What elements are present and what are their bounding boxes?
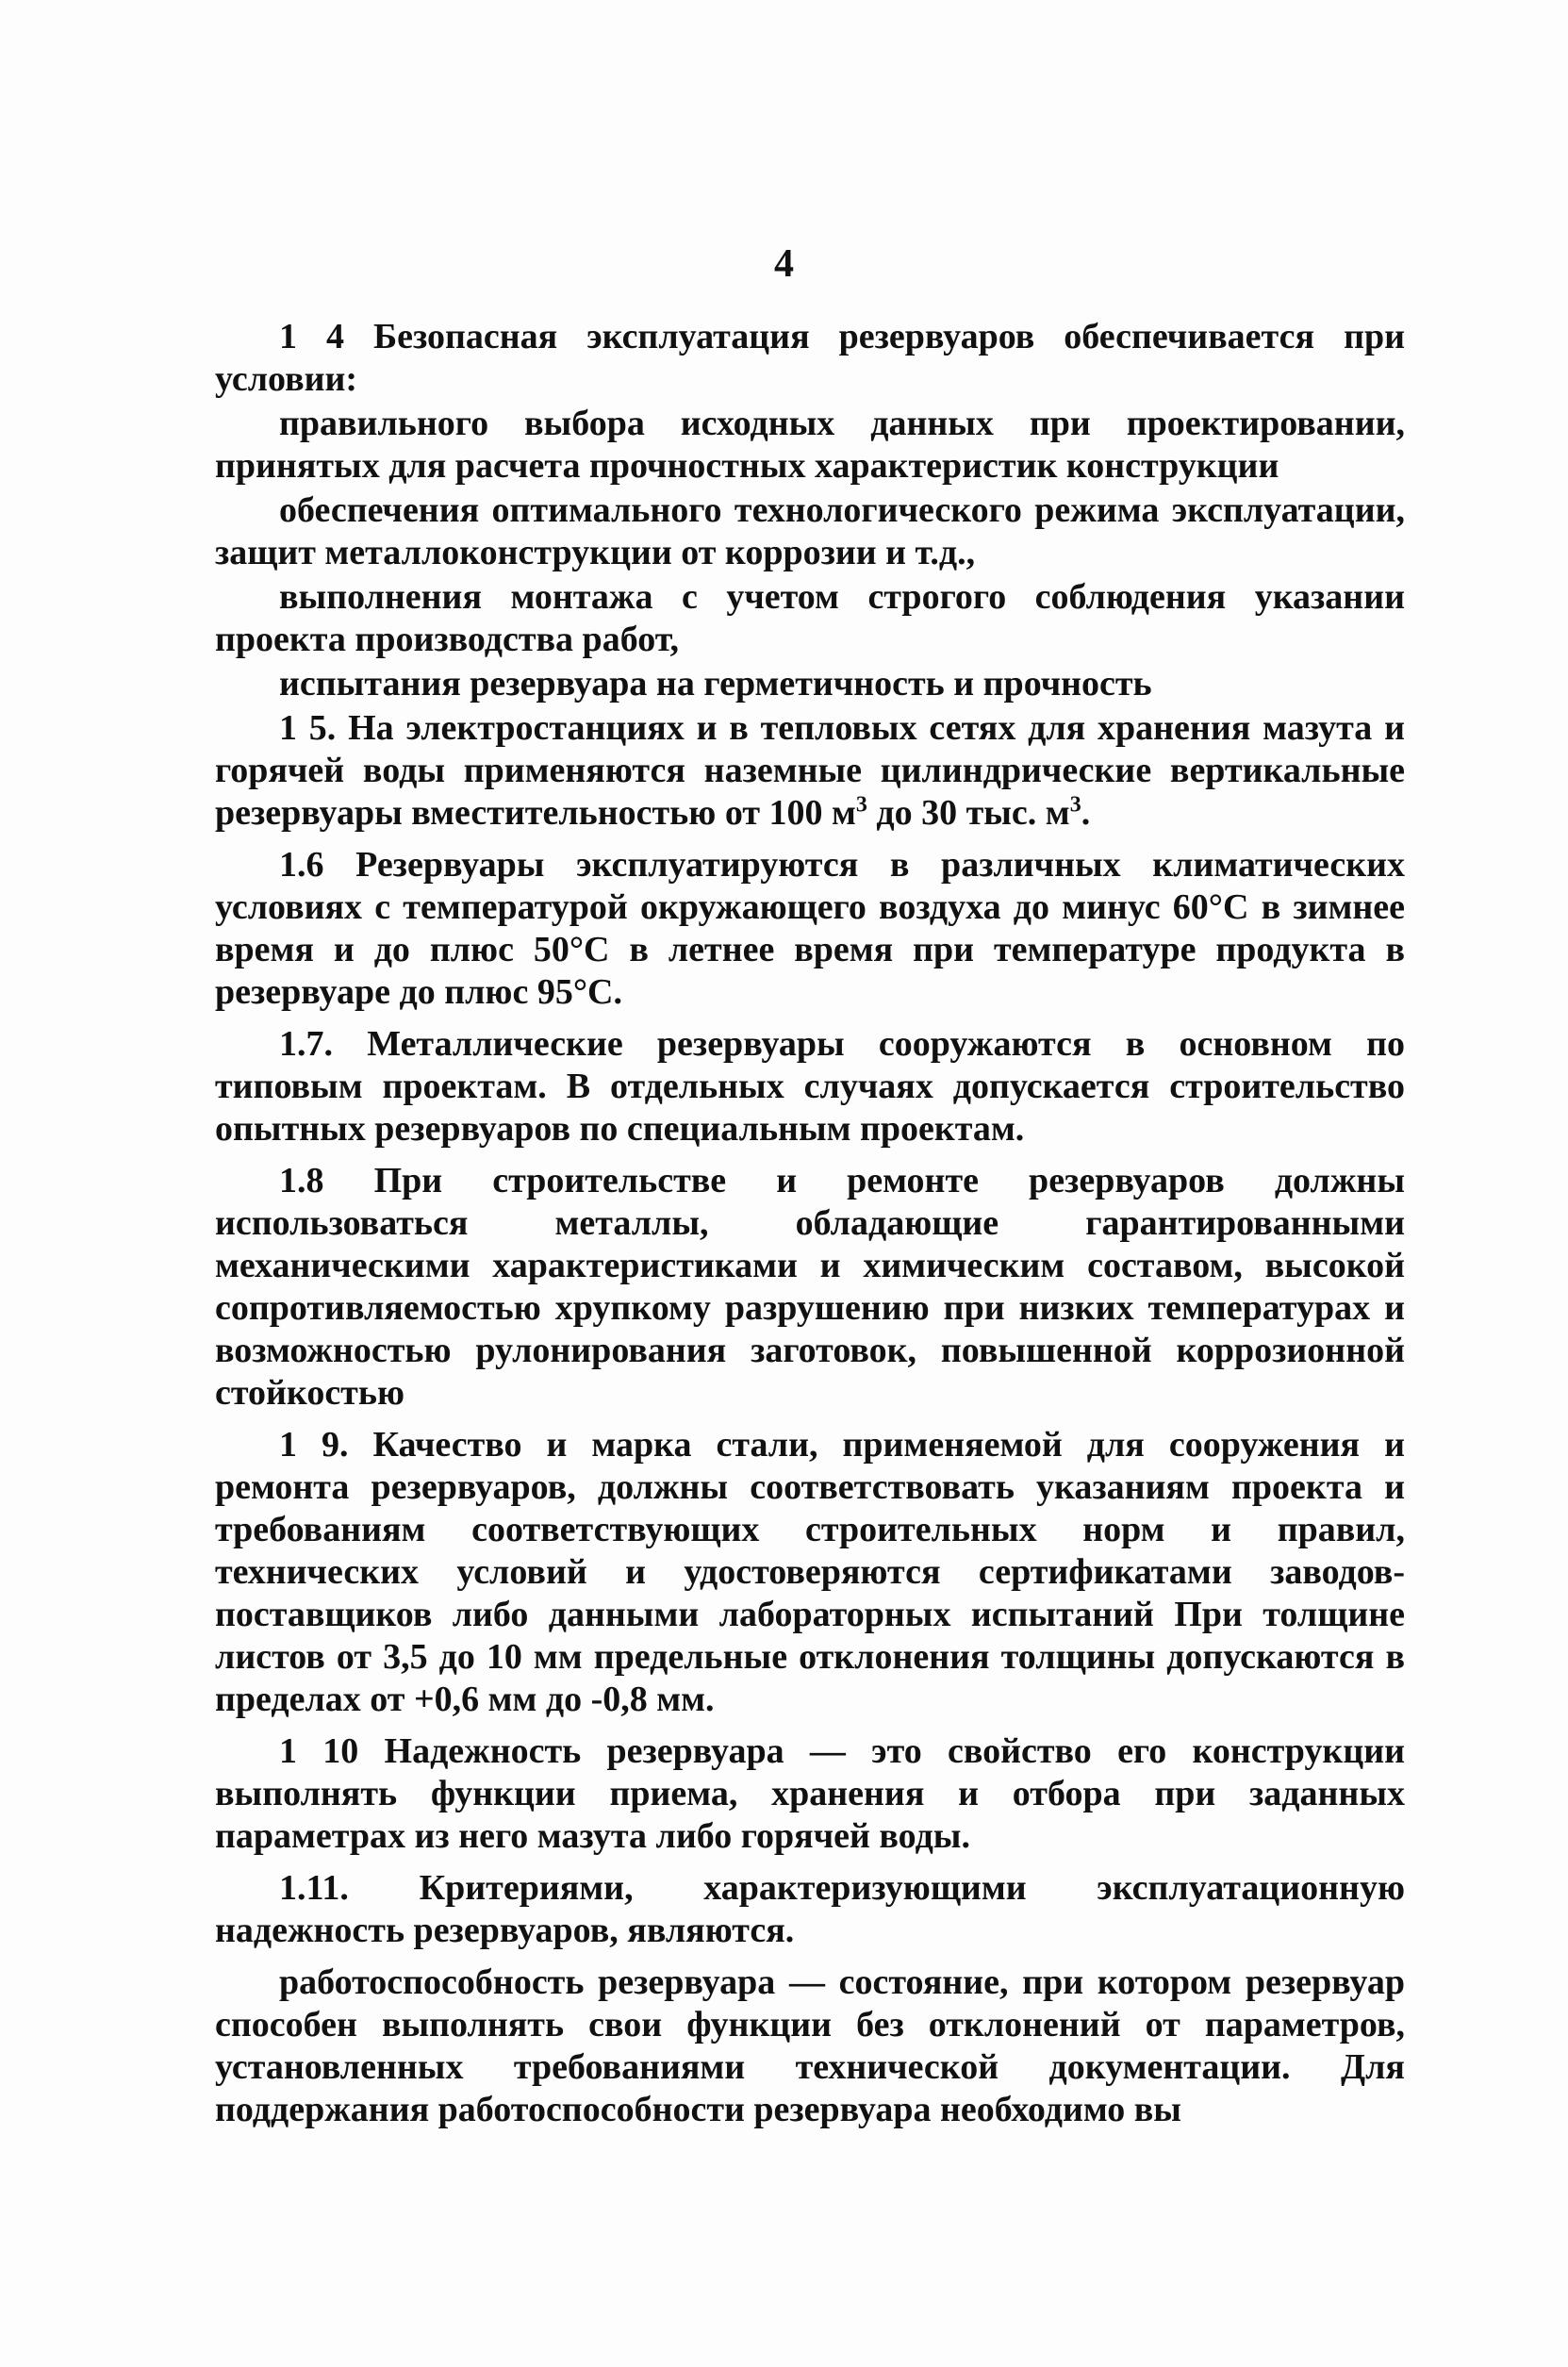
page-number: 4 xyxy=(774,242,794,286)
paragraph-1-6: 1.6 Резервуары эксплуатируются в различных климатических условиях с температурой окружающего воздуха до минус 60°С в зимнее время и до плюс 50°С в летнее время при температуре продукта в резервуаре до плюс 95°С. xyxy=(215,845,1405,1012)
body-text xyxy=(215,316,1405,2133)
paragraph-1-7: 1.7. Металлические резервуары сооружаются в основном по типовым проектам. В отдельных случаях допускается строительство опытных резервуаров по специальным проектам. xyxy=(215,1024,1405,1149)
paragraph-1-8: 1.8 При строительстве и ремонте резервуаров должны использоваться металлы, обладающие гарантированными механическими характеристиками и химическим составом, высокой сопротивляемостью хрупкому разрушению при низких температурах и возможностью рулонирования заготовок, повышенной коррозионной стойкостью xyxy=(215,1161,1405,1413)
paragraph-condition-design: правильного выбора исходных данных при проектировании, принятых для расчета прочностных характеристик конструкции xyxy=(215,404,1405,486)
paragraph-1-9: 1 9. Качество и марка стали, применяемой для сооружения и ремонта резервуаров, должны соответствовать указаниям проекта и требованиям соответствующих строительных норм и правил, технических условий и удостоверяются сертификатами заводов-поставщиков либо данными лабораторных испытаний При толщине листов от 3,5 до 10 мм предельные отклонения толщины допускаются в пределах от +0,6 мм до -0,8 мм. xyxy=(215,1425,1405,1719)
paragraph-condition-operation: обеспечения оптимального технологического режима эксплуатации, защит металлоконструкции от коррозии и т.д., xyxy=(215,490,1405,572)
paragraph-1-4: 1 4 Безопасная эксплуатация резервуаров обеспечивается при условии: xyxy=(215,317,1405,399)
paragraph-condition-testing: испытания резервуара на герметичность и прочность xyxy=(279,664,1152,703)
paragraph-1-11: 1.11. Критериями, характеризующими эксплуатационную надежность резервуаров, являются. xyxy=(215,1868,1405,1950)
paragraph-1-10: 1 10 Надежность резервуара — это свойство его конструкции выполнять функции приема, хранения и отбора при заданных параметрах из него мазута либо горячей воды. xyxy=(215,1731,1405,1856)
paragraph-condition-mounting: выполнения монтажа с учетом строгого соблюдения указании проекта производства работ, xyxy=(215,577,1405,659)
paragraph-1-5: 1 5. На электростанциях и в тепловых сетях для хранения мазута и горячей воды применяются наземные цилиндрические вертикальные резервуары вместительностью от 100 $м^3$ до 30 тыс. $м^3$. xyxy=(215,708,1405,833)
paragraph-operability: работоспособность резервуара — состояние, при котором резервуар способен выполнять свои функции без отклонений от параметров, установленных требованиями технической документации. Для поддержания работоспособности резервуара необходимо вы xyxy=(215,1962,1405,2129)
